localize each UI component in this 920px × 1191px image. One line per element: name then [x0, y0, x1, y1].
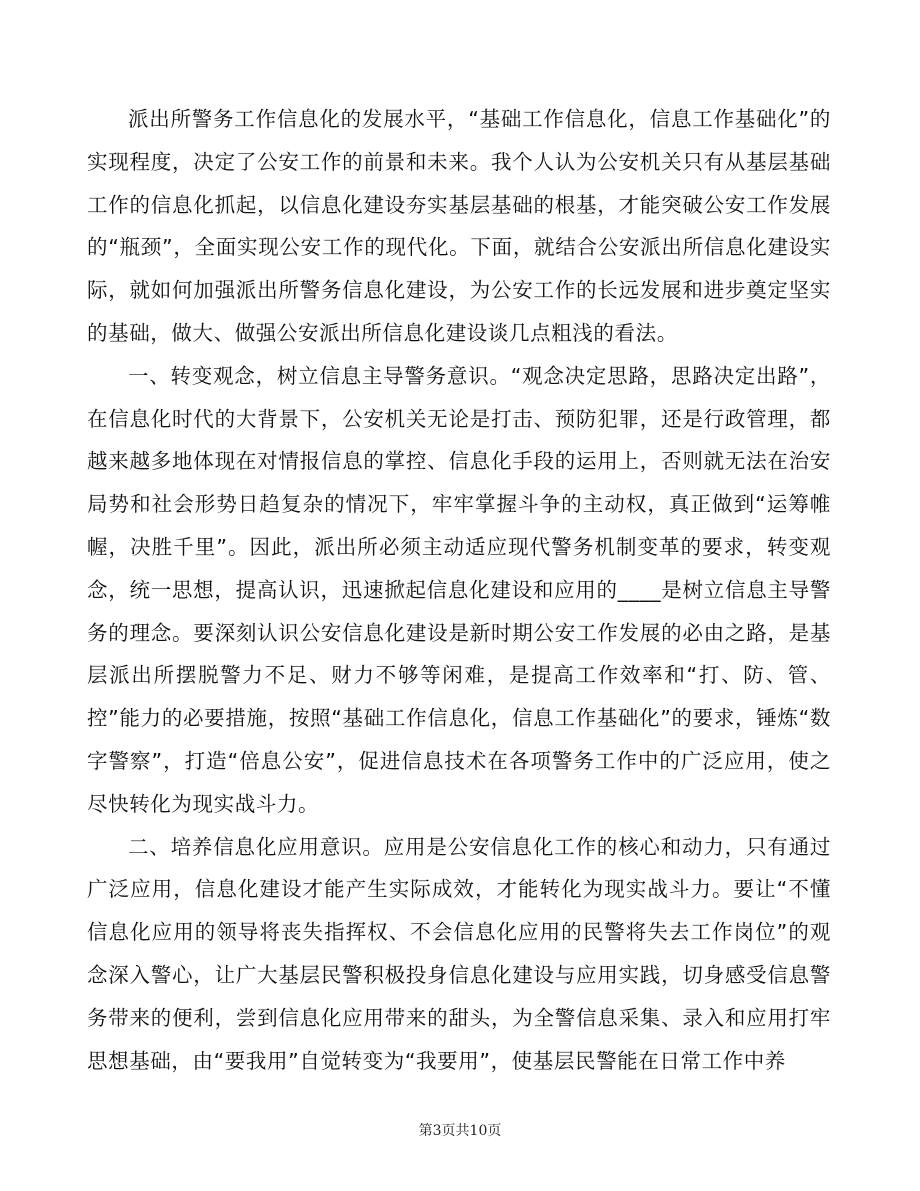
paragraph-intro: 派出所警务工作信息化的发展水平，“基础工作信息化，信息工作基础化”的实现程度，决定了公安工作的前景和未来。我个人认为公安机关只有从基层基础工作的信息化抓起，以信息化建设夯实基层基础的根基，才能突破公安工作发展的“瓶颈”，全面实现公安工作的现代化。下面，就结合公安派出所信息化建设实际，就如何加强派出所警务信息化建设，为公安工作的长远发展和进步奠定坚实的基础，做大、做强公安派出所信息化建设谈几点粗浅的看法。 [87, 107, 831, 345]
document-body [87, 98, 831, 1082]
paragraph-section-one: 一、转变观念，树立信息主导警务意识。“观念决定思路，思路决定出路”，在信息化时代的大背景下，公安机关无论是打击、预防犯罪，还是行政管理，都越来越多地体现在对情报信息的掌控、信息化手段的运用上，否则就无法在治安局势和社会形势日趋复杂的情况下，牢牢掌握斗争的主动权，真正做到“运筹帷幄，决胜千里”。因此，派出所必须主动适应现代警务机制变革的要求，转变观念，统一思想，提高认识，迅速掀起信息化建设和应用的____是树立信息主导警务的理念。要深刻认识公安信息化建设是新时期公安工作发展的必由之路，是基层派出所摆脱警力不足、财力不够等闲难，是提高工作效率和“打、防、管、控”能力的必要措施，按照“基础工作信息化，信息工作基础化”的要求，锤炼“数字警察”，打造“倍息公安”，促进信息技术在各项警务工作中的广泛应用，使之尽快转化为现实战斗力。 [87, 363, 831, 816]
paragraph-section-two: 二、培养信息化应用意识。应用是公安信息化工作的核心和动力，只有通过广泛应用，信息化建设才能产生实际成效，才能转化为现实战斗力。要让“不懂信息化应用的领导将丧失指挥权、不会信息化应用的民警将失去工作岗位”的观念深入警心，让广大基层民警积极投身信息化建设与应用实践，切身感受信息警务带来的便利，尝到信息化应用带来的甜头，为全警信息采集、录入和应用打牢思想基础，由“要我用”自觉转变为“我要用”，使基层民警能在日常工作中养 [87, 834, 831, 1073]
page-number-footer: 第3页共10页 [418, 1123, 502, 1139]
